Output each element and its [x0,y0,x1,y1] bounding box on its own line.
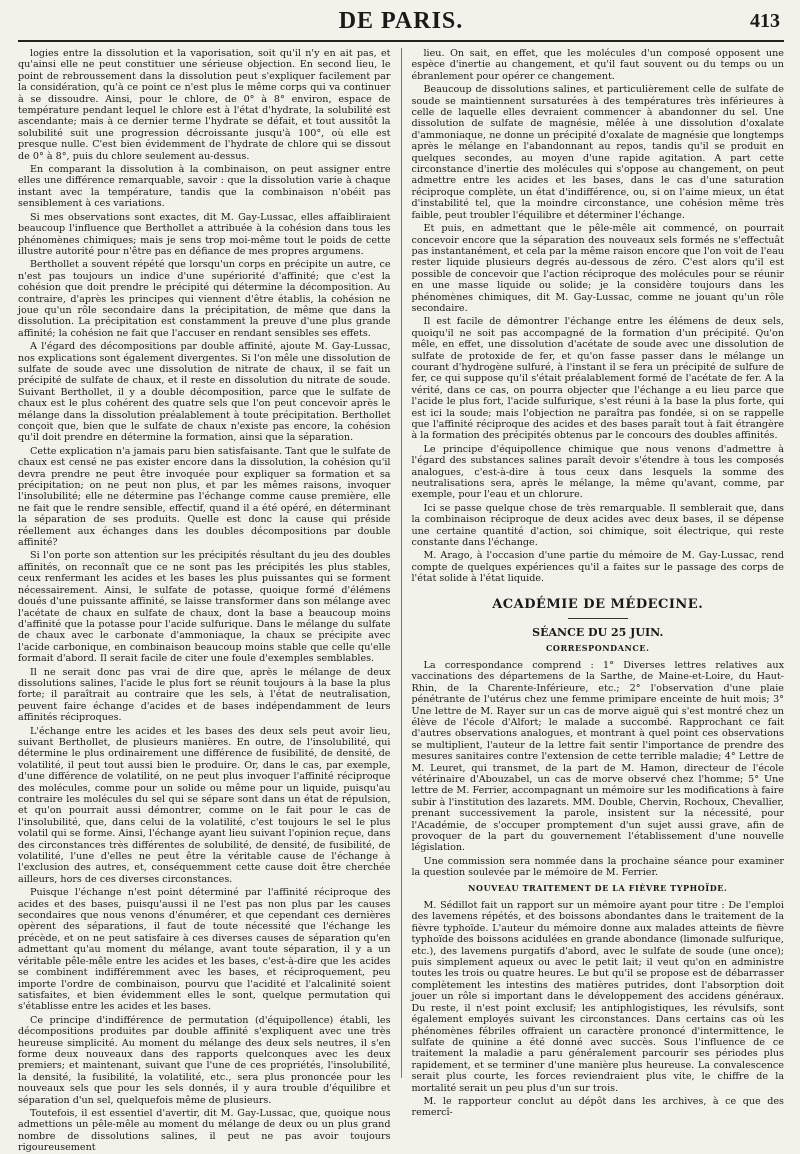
paragraph: Il ne serait donc pas vrai de dire que, après le mélange de deux dissolutions salines, l'acide le plus fort se réunit toujours à la base la plus forte; il paraîtrait au contraire que les sels, à l'état de neutralisation, peuvent faire échange d'acides et de bases indépendamment de leurs affinités réciproques. [18,666,391,724]
paragraph: A l'égard des décompositions par double affinité, ajoute M. Gay-Lussac, nos explications sont également divergentes. Si l'on mêle une dissolution de sulfate de soude avec une dissolution de nitrate de chaux, il se fait un précipité de sulfate de chaux, et il reste en dissolution du nitrate de soude. Suivant Berthollet, il y a double décomposition, parce que le sulfate de chaux est le plus cohérent des quatre sels que l'on peut concevoir après le mélange dans la dissolution préalablement à toute précipitation. Berthollet conçoit que, bien que le sulfate de chaux n'existe pas encore, la cohésion qu'il doit prendre en détermine la formation, ainsi que la séparation. [18,341,391,444]
paragraph: Si l'on porte son attention sur les précipités résultant du jeu des doubles affinités, on reconnaît que ce ne sont pas les précipités les plus stables, ceux renfermant les acides et les bases les plus puissantes qui se forment nécessairement. Ainsi, le sulfate de potasse, quoique formé d'élémens doués d'une puissante affinité, se laisse transformer dans son mélange avec l'acétate de chaux en sulfate de chaux, dont la base a beaucoup moins d'affinité que la potasse pour l'acide sulfurique. Dans le mélange du sulfate de chaux avec le carbonate d'ammoniaque, la chaux se précipite avec l'acide carbonique, en combinaison beaucoup moins stable que celle qu'elle formait d'abord. Il serait facile de citer une foule d'exemples semblables. [18,550,391,665]
paragraph: L'échange entre les acides et les bases des deux sels peut avoir lieu, suivant Berthollet, de plusieurs manières. En outre, de l'insolubilité, qui détermine le plus ordinairement une différence de fusibilité, de densité, de volatilité, il peut tout aussi bien le produire. Or, dans le cas, par exemple, d'une différence de volatilité, on ne peut plus invoquer l'affinité réciproque des molécules, comme pour un solide ou même pour un liquide, puisqu'au contraire les molécules du sel qui se sépare sont dans un état de répulsion, et qu'on pourrait aussi démontrer, comme on le fait pour le cas de l'insolubilité, que, dans celui de la volatilité, c'est toujours le sel le plus volatil qui se forme. Ainsi, l'échange ayant lieu suivant l'opinion reçue, dans des circonstances très différentes de solubilité, de densité, de fusibilité, de volatilité, l'une d'elles ne peut être la véritable cause de l'échange à l'exclusion des autres, et, conséquemment cette cause doit être cherchée ailleurs, hors de ces diverses circonstances. [18,725,391,885]
paragraph: Il est facile de démontrer l'échange entre les élémens de deux sels, quoiqu'il ne soit pas accompagné de la formation d'un précipité. Qu'on mêle, en effet, une dissolution d'acétate de soude avec une dissolution de sulfate de protoxide de fer, et qu'on fasse passer dans le mélange un courant d'hydrogène sulfuré, à l'instant il se fera un précipité de sulfure de fer, ce qui suppose qu'il s'était préalablement formé de l'acétate de fer. A la vérité, dans ce cas, on pourra objecter que l'échange a eu lieu parce que l'acide le plus fort, l'acide sulfurique, s'est réuni à la base la plus forte, qui est ici la soude; mais l'objection ne paraîtra pas fondée, si on se rappelle que l'affinité réciproque des acides et des bases paraît tout à fait étrangère à la formation des précipités obtenus par le concours des doubles affinités. [411,316,784,442]
paragraph: Ce principe d'indifférence de permutation (d'équipollence) établi, les décompositions produites par double affinité s'expliquent avec une très heureuse simplicité. Au moment du mélange des deux sels neutres, il s'en forme deux nouveaux dans des rapports quelconques avec les deux premiers; et maintenant, suivant que l'une de ces propriétés, l'insolubilité, la densité, la fusibilité, la volatilité, etc., sera plus prononcée pour les nouveaux sels que pour les sels donnés, il y aura trouble d'équilibre et séparation d'un sel, quelquefois même de plusieurs. [18,1014,391,1106]
paragraph: Puisque l'échange n'est point déterminé par l'affinité réciproque des acides et des bases, puisqu'aussi il ne l'est pas non plus par les causes secondaires que nous venons d'énumérer, et que cependant ces dernières opèrent des séparations, il faut de toute nécessité que l'échange les précède, et on ne peut satisfaire à ces diverses causes de séparation qu'en admettant qu'au moment du mélange, avant toute séparation, il y a un véritable pêle-mêle entre les acides et les bases, c'est-à-dire que les acides se combinent indifféremment avec les bases, et réciproquement, peu importe l'ordre de combinaison, pourvu que l'acidité et l'alcalinité soient satisfaites, et bien évidemment elles le sont, quelque permutation qui s'établisse entre les acides et les bases. [18,887,391,1013]
treatment-heading: NOUVEAU TRAITEMENT DE LA FIÈVRE TYPHOÏDE. [468,882,728,893]
paragraph: M. Arago, à l'occasion d'une partie du mémoire de M. Gay-Lussac, rend compte de quelques expériences qu'il a faites sur le passage des corps de l'état solide à l'état liquide. [411,550,784,585]
academy-heading: ACADÉMIE DE MÉDECINE. [492,596,704,612]
paragraph: Toutefois, il est essentiel d'avertir, dit M. Gay-Lussac, que, quoique nous admettions un pêle-mêle au moment du mélange de deux ou un plus grand nombre de dissolutions salines, il peut ne pas avoir toujours rigoureusement [18,1107,391,1154]
paragraph: lieu. On sait, en effet, que les molécules d'un composé opposent une espèce d'inertie au changement, et qu'il faut souvent ou du temps ou un ébranlement pour opérer ce changement. [411,48,784,82]
column-divider [401,48,402,1078]
running-title: DE PARIS. [338,8,464,34]
page-header [18,8,784,42]
paragraph: Le principe d'équipollence chimique que nous venons d'admettre à l'égard des substances salines paraît devoir s'étendre à tous les composés analogues, c'est-à-dire à tous ceux dans lesquels la somme des neutralisations sera, après le mélange, la même qu'avant, comme, par exemple, pour l'eau et un chlorure. [411,443,784,501]
paragraph: Berthollet a souvent répété que lorsqu'un corps en précipite un autre, ce n'est pas toujours un indice d'une supériorité d'affinité; que c'est la cohésion que doit prendre le précipité qui détermine la décomposition. Au contraire, d'après les principes qui viennent d'être établis, la cohésion ne joue qu'un rôle secondaire dans la précipitation, de même que dans la dissolution. La précipitation est constamment la preuve d'une plus grande affinité; la cohésion ne fait que l'accuser en rendant sensibles ses effets. [18,259,391,339]
paragraph: Une commission sera nommée dans la prochaine séance pour examiner la question soulevée par le mémoire de M. Ferrier. [411,855,784,879]
paragraph: M. le rapporteur conclut au dépôt dans les archives, à ce que des remercî- [411,1095,784,1119]
paragraph: Cette explication n'a jamais paru bien satisfaisante. Tant que le sulfate de chaux est censé ne pas exister encore dans la dissolution, la cohésion qu'il devra prendre ne peut être invoquée pour expliquer sa formation et sa précipitation; on ne peut non plus, et par les mêmes raisons, invoquer l'insolubilité; elle ne détermine pas l'échange comme cause première, elle ne fait que le rendre sensible, effectif, quand il a été opéré, en déterminant la séparation de ses produits. Quelle est donc la cause qui préside réellement aux échanges dans les doubles décompositions par double affinité? [18,445,391,549]
paragraph: Si mes observations sont exactes, dit M. Gay-Lussac, elles affaibliraient beaucoup l'influence que Berthollet a attribuée à la cohésion dans tous les phénomènes chimiques; mais je sens trop moi-même tout le poids de cette illustre autorité pour n'être pas en défiance de mes propres argumens. [18,211,391,257]
right-column-text [411,48,784,585]
paragraph: logies entre la dissolution et la vaporisation, soit qu'il n'y en ait pas, et qu'ainsi elle ne peut constituer une sérieuse objection. En second lieu, le point de rebroussement dans la dissolution peut s'expliquer facilement par la considération, qu'à ce point ce n'est plus le même corps qui va continuer à se dissoudre. Ainsi, pour le chlore, de 0° à 8° environ, espace de température pendant lequel le chlore est à l'état d'hydrate, la solubilité est ascendante; mais à ce dernier terme l'hydrate se défait, et tout aussitôt la solubilité suit une progression décroissante jusqu'à 100°, où elle est presque nulle. C'est bien évidemment de l'hydrate de chlore qui se dissout de 0° à 8°, puis du chlore seulement au-dessus. [18,48,391,162]
paragraph: M. Sédillot fait un rapport sur un mémoire ayant pour titre : De l'emploi des lavemens répétés, et des boissons abondantes dans le traitement de la fièvre typhoïde. L'auteur du mémoire donne aux malades atteints de fièvre typhoïde des boissons acidulées en grande abondance (limonade sulfurique, etc.), des lavemens purgatifs d'abord, avec le sulfate de soude (une once); puis simplement aqueux ou avec le petit lait; il veut qu'on en administre toutes les trois ou quatre heures. Le but qu'il se propose est de débarrasser complètement les intestins des matières putrides, dont l'absorption doit jouer un rôle si important dans le développement des accidens généraux. Du reste, il n'est point exclusif; les antiphlogistiques, les révulsifs, sont également employés suivant les circonstances. Dans certains cas où les phénomènes fébriles offraient un caractère prononcé d'intermittence, le sulfate de quinine a été donné avec succès. Sous l'influence de ce traitement la maladie a paru généralement parcourir ses périodes plus rapidement, et se terminer d'une manière plus heureuse. La convalescence serait plus courte, les forces reviendraient plus vite, le chiffre de la mortalité serait un peu plus d'un sur trois. [411,900,784,1094]
page-number: 413 [750,10,780,32]
left-column [18,48,391,1154]
right-column [411,48,784,1119]
paragraph: Et puis, en admettant que le pêle-mêle ait commencé, on pourrait concevoir encore que la séparation des nouveaux sels formés ne s'effectuât pas instantanément, et cela par la même raison encore que l'on voit de l'eau rester liquide plusieurs degrés au-dessous de zéro. C'est alors qu'il est possible de concevoir que l'action réciproque des molécules pour se réunir en une masse liquide ou solide; je la considère toujours dans les phénomènes chimiques, dit M. Gay-Lussac, comme ne jouant qu'un rôle secondaire. [411,223,784,314]
session-heading: SÉANCE DU 25 JUIN. [532,626,664,640]
paragraph: En comparant la dissolution à la combinaison, on peut assigner entre elles une différence remarquable, savoir : que la dissolution varie à chaque instant avec la température, tandis que la combinaison n'obéit pas sensiblement à ces variations. [18,164,391,210]
paragraph: Ici se passe quelque chose de très remarquable. Il semblerait que, dans la combinaison réciproque de deux acides avec deux bases, il se dépense une certaine quantité d'action, soi chimique, soit électrique, qui reste constante dans l'échange. [411,502,784,549]
correspondence-heading: CORRESPONDANCE. [545,642,650,653]
correspondence-text [411,660,784,879]
paragraph: La correspondance comprend : 1° Diverses lettres relatives aux vaccinations des départemens de la Sarthe, de Maine-et-Loire, du Haut-Rhin, de la Charente-Inférieure, etc.; 2° l'observation d'une plaie pénétrante de l'utérus chez une femme primipare enceinte de huit mois; 3° Une lettre de M. Rayer sur un cas de morve aiguë qui s'est montré chez un élève de l'école d'Alfort; le malade a succombé. Rapprochant ce fait d'autres observations analogues, et montrant à quel point ces observations se multiplient, l'auteur de la lettre fait sentir l'importance de prendre des mesures sanitaires contre l'extension de cette terrible maladie; 4° Lettre de M. Leuret, qui transmet, de la part de M. Hamon, directeur de l'école vétérinaire d'Abouzabel, un cas de morve observé chez l'homme; 5° Une lettre de M. Ferrier, accompagnant un mémoire sur les modifications à faire subir à l'institution des lazarets. MM. Double, Chervin, Rochoux, Chevallier, prenant successivement la parole, insistent sur la nécessité, pour l'Académie, de s'occuper promptement d'un sujet aussi grave, afin de provoquer de la part du gouvernement l'établissement d'une nouvelle législation. [411,659,784,854]
heading-rule [568,618,628,619]
two-column-body [18,48,784,1154]
paragraph: Beaucoup de dissolutions salines, et particulièrement celle de sulfate de soude se maintiennent sursaturées à des températures très inférieures à celle de laquelle elles devraient commencer à abandonner du sel. Une dissolution de sulfate de magnésie, mêlée à une dissolution d'oxalate d'ammoniaque, ne donne un précipité d'oxalate de magnésie que longtemps après le mélange en l'abandonnant au repos, tandis qu'il se produit en quelques secondes, au moyen d'une rapide agitation. A part cette circonstance d'inertie des molécules qui s'oppose au changement, on peut admettre entre les acides et les bases, dans le cas d'une saturation réciproque complète, un état d'indifférence, ou, si on l'aime mieux, un état d'instabilité tel, que la moindre circonstance, une cohésion même très faible, peut troubler l'équilibre et déterminer l'échange. [411,84,784,221]
treatment-text [411,900,784,1119]
